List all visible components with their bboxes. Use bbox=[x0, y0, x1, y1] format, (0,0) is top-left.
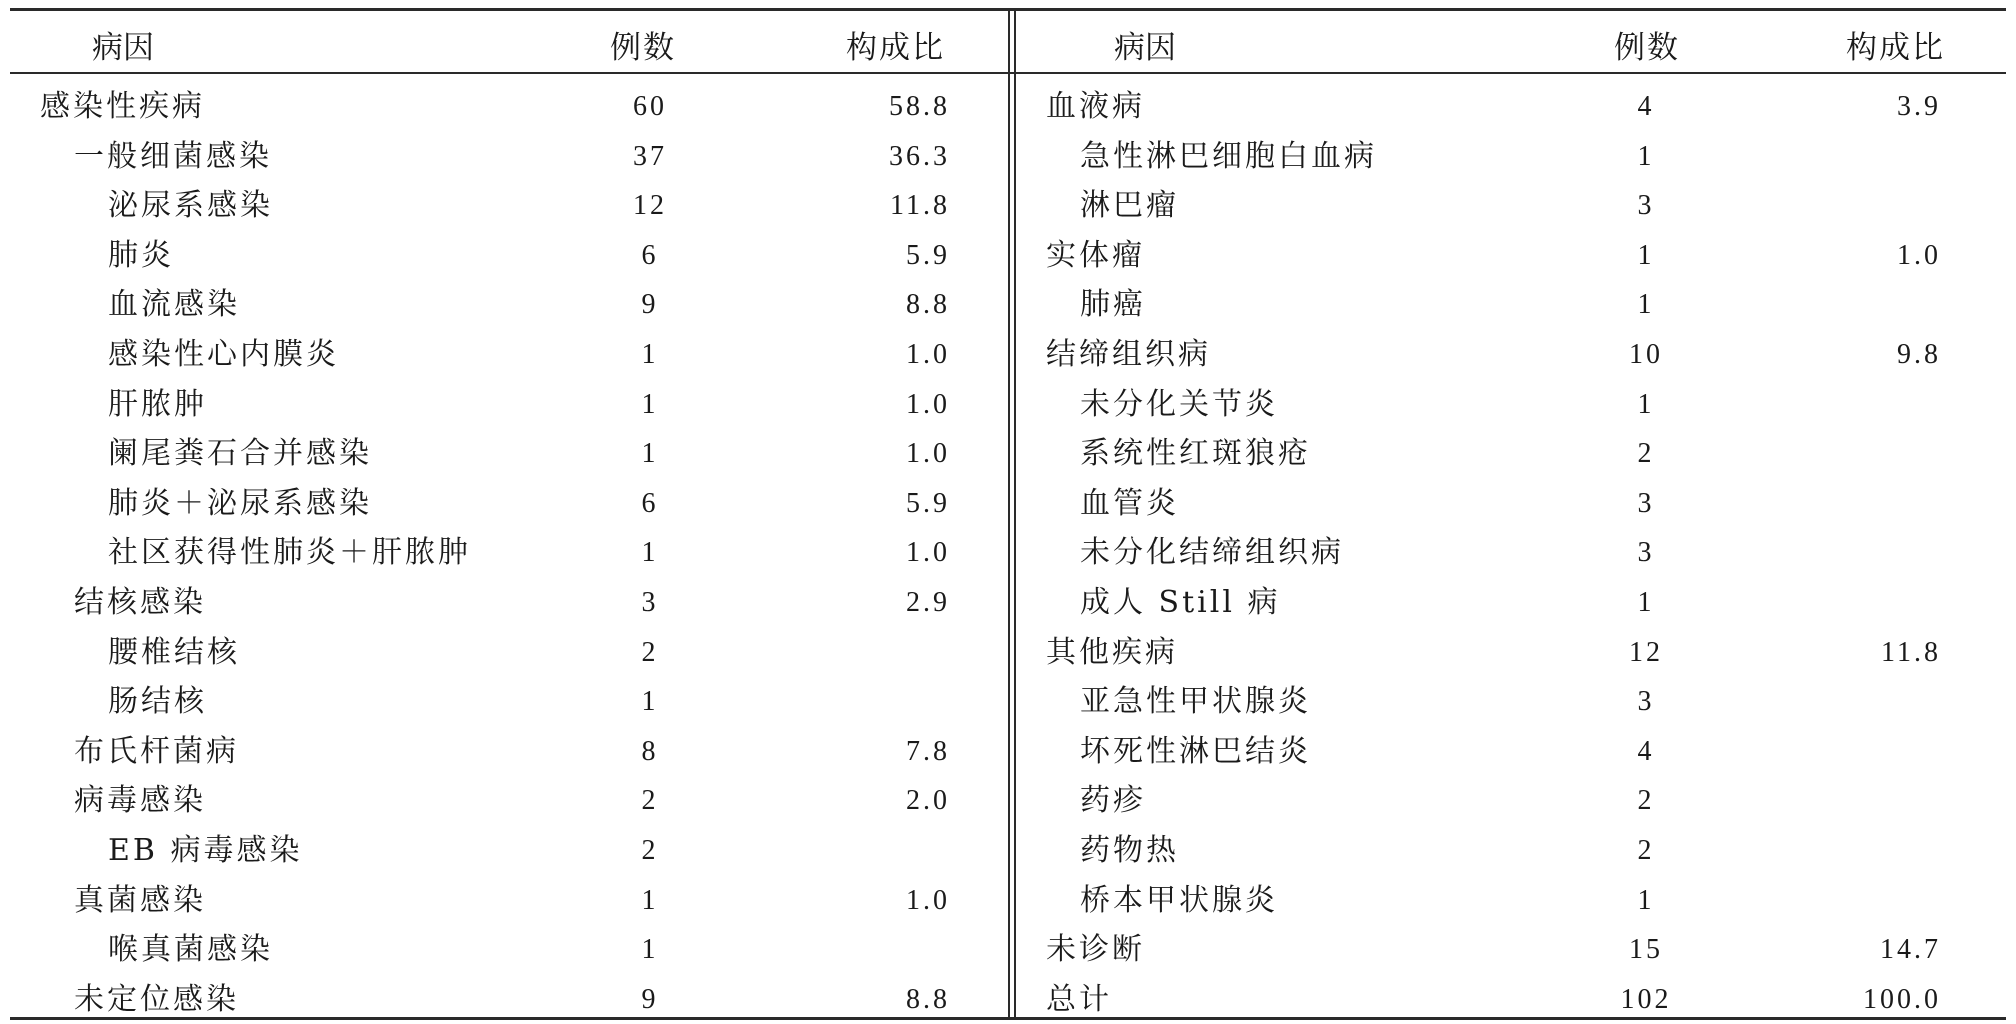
count-cell: 8 bbox=[641, 735, 659, 767]
count-cell: 1 bbox=[1637, 884, 1655, 916]
cause-cell: 药物热 bbox=[1080, 832, 1179, 868]
table-row bbox=[10, 578, 1008, 628]
table-row bbox=[10, 82, 1008, 132]
ratio-cell: 1.0 bbox=[906, 537, 950, 569]
cause-cell: 肺癌 bbox=[1080, 287, 1146, 323]
ratio-cell: 11.8 bbox=[890, 190, 950, 222]
cause-cell: 肺炎＋泌尿系感染 bbox=[108, 485, 372, 521]
ratio-cell: 1.0 bbox=[906, 388, 950, 420]
count-cell: 9 bbox=[641, 983, 659, 1015]
count-cell: 4 bbox=[1637, 91, 1655, 122]
table-row bbox=[1016, 628, 2006, 678]
ratio-cell: 5.9 bbox=[906, 239, 950, 271]
cause-cell: 肝脓肿 bbox=[108, 386, 207, 422]
table-row bbox=[1016, 528, 2006, 578]
cause-cell: 病毒感染 bbox=[74, 783, 206, 819]
table-row bbox=[1016, 727, 2006, 777]
cause-cell: 社区获得性肺炎＋肝脓肿 bbox=[108, 535, 471, 571]
table-row bbox=[1016, 181, 2006, 231]
table-row bbox=[10, 429, 1008, 479]
table-row bbox=[1016, 925, 2006, 975]
ratio-cell: 1.0 bbox=[906, 438, 950, 470]
cause-cell: 急性淋巴细胞白血病 bbox=[1080, 138, 1377, 174]
table-row bbox=[10, 528, 1008, 578]
count-cell: 3 bbox=[1637, 190, 1655, 222]
count-cell: 1 bbox=[641, 884, 659, 916]
cause-cell: 喉真菌感染 bbox=[108, 932, 273, 968]
cause-cell: 其他疾病 bbox=[1046, 634, 1178, 670]
cause-cell: 亚急性甲状腺炎 bbox=[1080, 684, 1311, 720]
table-row bbox=[1016, 231, 2006, 281]
count-cell: 3 bbox=[1637, 537, 1655, 569]
ratio-cell: 9.8 bbox=[1897, 338, 1941, 370]
cause-cell: 血流感染 bbox=[108, 287, 240, 323]
table-header-row bbox=[10, 22, 2006, 66]
count-cell: 1 bbox=[641, 388, 659, 420]
header-count-left: 例数 bbox=[610, 30, 676, 66]
cause-cell: 肠结核 bbox=[108, 684, 207, 720]
ratio-cell: 3.9 bbox=[1897, 91, 1941, 122]
cause-cell: 淋巴瘤 bbox=[1080, 188, 1179, 224]
ratio-cell: 8.8 bbox=[906, 983, 950, 1015]
table-row bbox=[10, 826, 1008, 876]
cause-cell: 药疹 bbox=[1080, 783, 1146, 819]
cause-cell: 血管炎 bbox=[1080, 485, 1179, 521]
count-cell: 37 bbox=[633, 140, 667, 172]
ratio-cell: 100.0 bbox=[1863, 983, 1941, 1015]
table-row bbox=[1016, 975, 2006, 1024]
cause-cell: 感染性心内膜炎 bbox=[108, 336, 339, 372]
ratio-cell: 1.0 bbox=[1897, 239, 1941, 271]
count-cell: 1 bbox=[641, 686, 659, 718]
table-row bbox=[10, 181, 1008, 231]
ratio-cell: 14.7 bbox=[1880, 934, 1941, 966]
cause-cell: EB 病毒感染 bbox=[108, 832, 303, 868]
table-row bbox=[1016, 330, 2006, 380]
count-cell: 2 bbox=[1637, 438, 1655, 470]
table-row bbox=[10, 975, 1008, 1024]
cause-cell: 阑尾粪石合并感染 bbox=[108, 436, 372, 472]
header-ratio-right: 构成比 bbox=[1846, 30, 1945, 66]
table-row bbox=[10, 776, 1008, 826]
ratio-cell: 58.8 bbox=[889, 91, 950, 122]
table-row bbox=[10, 132, 1008, 182]
count-cell: 1 bbox=[1637, 239, 1655, 271]
cause-cell: 布氏杆菌病 bbox=[74, 733, 239, 769]
count-cell: 15 bbox=[1629, 934, 1663, 966]
table-row bbox=[1016, 280, 2006, 330]
table-row bbox=[1016, 380, 2006, 430]
table-row bbox=[10, 677, 1008, 727]
table-row bbox=[1016, 578, 2006, 628]
cause-cell: 结核感染 bbox=[74, 584, 206, 620]
cause-cell: 泌尿系感染 bbox=[108, 188, 273, 224]
count-cell: 1 bbox=[1637, 140, 1655, 172]
cause-cell: 一般细菌感染 bbox=[74, 138, 272, 174]
count-cell: 1 bbox=[641, 338, 659, 370]
table-row bbox=[10, 925, 1008, 975]
count-cell: 1 bbox=[1637, 388, 1655, 420]
cause-cell: 未定位感染 bbox=[74, 981, 239, 1017]
cause-cell: 血液病 bbox=[1046, 89, 1145, 124]
count-cell: 102 bbox=[1620, 983, 1672, 1015]
cause-cell: 腰椎结核 bbox=[108, 634, 240, 670]
ratio-cell: 1.0 bbox=[906, 884, 950, 916]
ratio-cell: 1.0 bbox=[906, 338, 950, 370]
ratio-cell: 7.8 bbox=[906, 735, 950, 767]
count-cell: 3 bbox=[641, 586, 659, 618]
ratio-cell: 5.9 bbox=[906, 487, 950, 519]
table-row bbox=[1016, 429, 2006, 479]
cause-cell: 桥本甲状腺炎 bbox=[1080, 882, 1278, 918]
header-cause-right: 病因 bbox=[1114, 30, 1176, 66]
count-cell: 6 bbox=[641, 239, 659, 271]
count-cell: 1 bbox=[641, 934, 659, 966]
count-cell: 12 bbox=[1629, 636, 1663, 668]
table-row bbox=[1016, 876, 2006, 926]
table-row bbox=[10, 628, 1008, 678]
ratio-cell: 8.8 bbox=[906, 289, 950, 321]
cause-cell: 未分化关节炎 bbox=[1080, 386, 1278, 422]
count-cell: 12 bbox=[633, 190, 667, 222]
count-cell: 2 bbox=[1637, 785, 1655, 817]
count-cell: 1 bbox=[641, 537, 659, 569]
cause-cell: 结缔组织病 bbox=[1046, 336, 1211, 372]
ratio-cell: 11.8 bbox=[1881, 636, 1941, 668]
cause-cell: 未诊断 bbox=[1046, 932, 1145, 968]
etiology-table bbox=[10, 8, 2006, 1020]
left-table-half bbox=[10, 82, 1008, 1017]
table-row bbox=[10, 479, 1008, 529]
cause-cell: 坏死性淋巴结炎 bbox=[1080, 733, 1311, 769]
count-cell: 1 bbox=[1637, 289, 1655, 321]
column-divider-line-1 bbox=[1008, 8, 1010, 1020]
header-count-right: 例数 bbox=[1614, 30, 1680, 66]
count-cell: 60 bbox=[633, 91, 667, 122]
count-cell: 2 bbox=[641, 834, 659, 866]
cause-cell: 感染性疾病 bbox=[40, 89, 205, 124]
cause-cell: 真菌感染 bbox=[74, 882, 206, 918]
table-row bbox=[10, 330, 1008, 380]
table-row bbox=[1016, 479, 2006, 529]
count-cell: 3 bbox=[1637, 487, 1655, 519]
table-row bbox=[1016, 826, 2006, 876]
table-row bbox=[1016, 677, 2006, 727]
ratio-cell: 36.3 bbox=[889, 140, 950, 172]
table-row bbox=[10, 876, 1008, 926]
count-cell: 9 bbox=[641, 289, 659, 321]
cause-cell: 成人 Still 病 bbox=[1080, 584, 1281, 620]
count-cell: 2 bbox=[1637, 834, 1655, 866]
table-row bbox=[10, 727, 1008, 777]
header-cause-left: 病因 bbox=[92, 30, 154, 66]
table-row bbox=[1016, 776, 2006, 826]
cause-cell: 实体瘤 bbox=[1046, 237, 1145, 273]
table-row bbox=[10, 380, 1008, 430]
table-row bbox=[10, 231, 1008, 281]
count-cell: 2 bbox=[641, 785, 659, 817]
count-cell: 10 bbox=[1629, 338, 1663, 370]
cause-cell: 系统性红斑狼疮 bbox=[1080, 436, 1311, 472]
table-row bbox=[1016, 82, 2006, 132]
count-cell: 3 bbox=[1637, 686, 1655, 718]
cause-cell: 未分化结缔组织病 bbox=[1080, 535, 1344, 571]
cause-cell: 总计 bbox=[1046, 981, 1112, 1017]
right-table-half bbox=[1016, 82, 2006, 1017]
ratio-cell: 2.9 bbox=[906, 586, 950, 618]
header-ratio-left: 构成比 bbox=[846, 30, 945, 66]
count-cell: 6 bbox=[641, 487, 659, 519]
count-cell: 2 bbox=[641, 636, 659, 668]
count-cell: 1 bbox=[1637, 586, 1655, 618]
count-cell: 4 bbox=[1637, 735, 1655, 767]
ratio-cell: 2.0 bbox=[906, 785, 950, 817]
table-row bbox=[1016, 132, 2006, 182]
count-cell: 1 bbox=[641, 438, 659, 470]
table-row bbox=[10, 280, 1008, 330]
cause-cell: 肺炎 bbox=[108, 237, 174, 273]
